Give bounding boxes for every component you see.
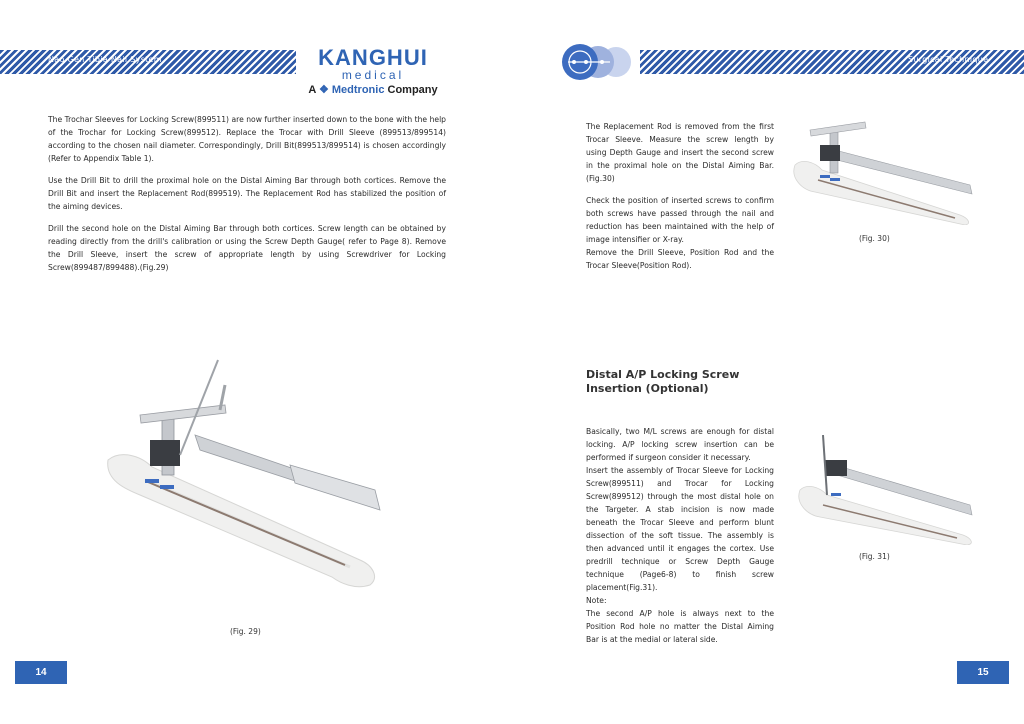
right-section-text: [586, 425, 774, 646]
right-paragraph-1: The Replacement Rod is removed from the first Trocar Sleeve. Measure the screw length by using Depth Gauge and insert the second screw in the proximal hole on the Distal Aiming Bar.(Fig.30): [586, 122, 774, 183]
logo-sub: medical: [341, 68, 405, 82]
page-number-right: 15: [957, 661, 1009, 684]
right-top-text: [586, 120, 774, 272]
figure-29-illustration: [100, 355, 390, 590]
medtronic-mark: ❖: [318, 84, 329, 96]
figure-31-illustration: [795, 435, 975, 545]
figure-30-caption: (Fig. 30): [859, 234, 890, 243]
company-logo: [298, 45, 448, 108]
header-left-label: Nao Gen Tibia Nail System: [48, 55, 162, 64]
circles-logo-icon: [558, 42, 638, 82]
left-paragraph-2: Use the Drill Bit to drill the proximal hole on the Distal Aiming Bar through both cortices. Remove the Drill Bit and insert the Replacement Rod(899519). The Replacement Rod has stabilized the position of the aiming devices.: [48, 176, 446, 211]
figure-29-caption: (Fig. 29): [230, 627, 261, 636]
section-paragraph-2: Insert the assembly of Trocar Sleeve for Locking Screw(899511) and Trocar for Locking Screw(899512) through the most distal hole on the Targeter. A stab incision is now made beneath the Trocar Sleeve and perform blunt dissection of the soft tissue. The assembly is then advanced until it engages the cortex. Use predrill technique or Screw Depth Gauge technique (Page6-8) to finish screw placement(Fig.31).: [586, 466, 774, 592]
section-note-label: Note:: [586, 596, 607, 605]
logo-tagline: A ❖ Medtronic Company: [308, 84, 438, 96]
section-note-text: The second A/P hole is always next to the Position Rod hole no matter the Distal Aiming Bar is at the medial or lateral side.: [586, 609, 774, 644]
section-heading: Distal A/P Locking Screw Insertion (Optional): [586, 368, 740, 395]
right-paragraph-3: Remove the Drill Sleeve, Position Rod and the Trocar Sleeve(Position Rod).: [586, 248, 774, 270]
left-paragraph-3: Drill the second hole on the Distal Aiming Bar through both cortices. Screw length can be obtained by reading directly from the drill's calibration or using the Screw Depth Gauge( refer to Page 8). Remove the Drill Sleeve, insert the screw of appropriate length by using Screwdriver for Locking Screw(899487/899488).(Fig.29): [48, 224, 446, 272]
figure-30-illustration: [790, 120, 975, 225]
right-paragraph-2: Check the position of inserted screws to confirm both screws have passed through the nail and reduction has been maintained with the help of image intensifier or X-ray.: [586, 196, 774, 244]
logo-brand: KANGHUI: [318, 45, 428, 70]
figure-31-caption: (Fig. 31): [859, 552, 890, 561]
header-right-label: Surgical Technique: [908, 55, 989, 64]
left-paragraph-1: The Trochar Sleeves for Locking Screw(899511) are now further inserted down to the bone with the help of the Trochar for Locking Screw(899512). Replace the Trocar with Drill Sleeve (899513/899514) according to the chosen nail diameter. Correspondingly, Drill Bit(899513/899514) is chosen accordingly (Refer to Appendix Table 1).: [48, 115, 446, 163]
left-body-text: [48, 113, 446, 274]
page-number-left: 14: [15, 661, 67, 684]
section-paragraph-1: Basically, two M/L screws are enough for distal locking. A/P locking screw insertion can be performed if surgeon consider it necessary.: [586, 427, 774, 462]
